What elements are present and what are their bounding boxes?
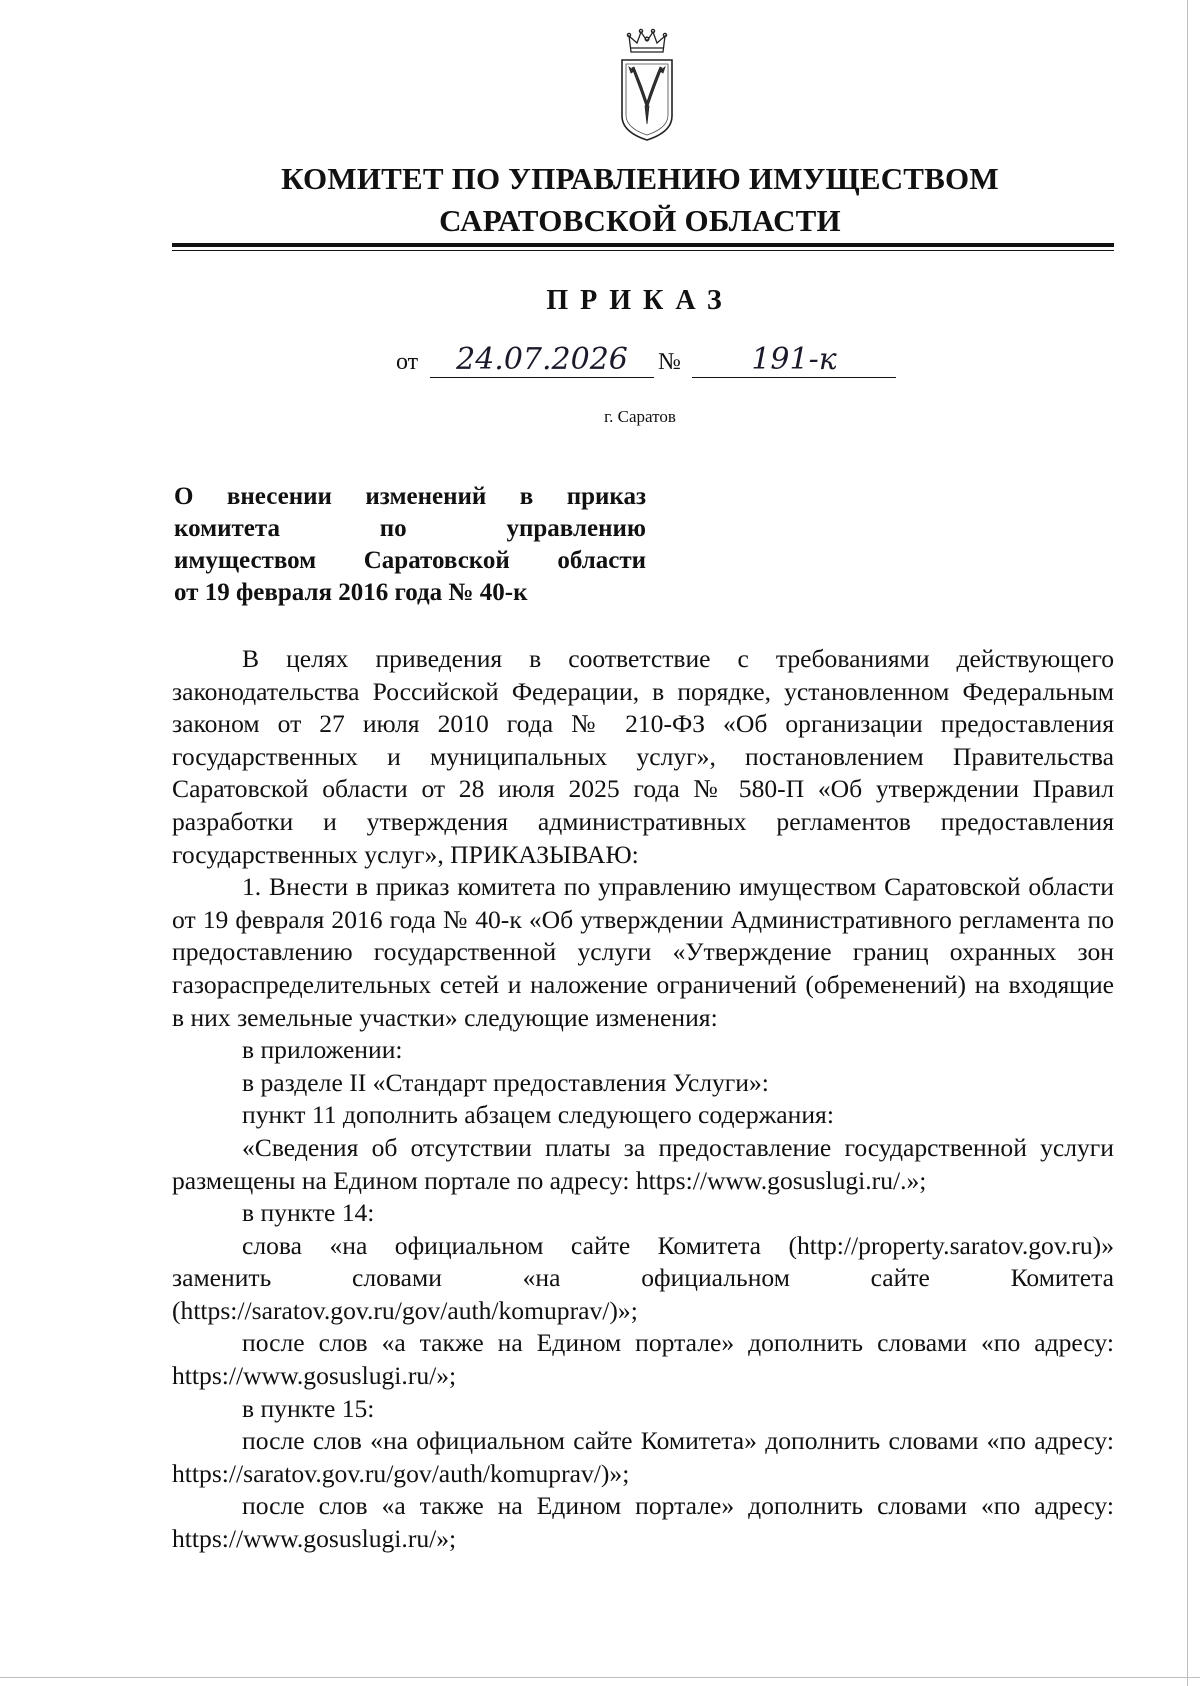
saratov-coat-of-arms-icon — [612, 28, 682, 146]
organization-name-line: САРАТОВСКОЙ ОБЛАСТИ — [439, 203, 841, 238]
body-paragraph: «Сведения об отсутствии платы за предоставление государственной услуги размещены на Едином портале по адресу: https://www.gosuslugi.ru/.»; — [172, 1132, 1114, 1195]
body-paragraph: пункт 11 дополнить абзацем следующего содержания: — [242, 1100, 834, 1130]
body-paragraph: после слов «а также на Едином портале» дополнить словами «по адресу: https://www.gosuslugi.ru/»; — [172, 1491, 1114, 1554]
body-paragraph: в разделе II «Стандарт предоставления Услуги»: — [242, 1067, 769, 1097]
subject-line: от 19 февраля 2016 года № 40-к — [174, 579, 528, 606]
page-edge-line — [1187, 0, 1188, 1686]
subject-line: имуществом Саратовской области — [174, 547, 646, 574]
order-date-number-line — [396, 340, 916, 380]
page-edge-line — [0, 1677, 1200, 1678]
date-label: от — [396, 349, 419, 375]
body-paragraph: после слов «на официальном сайте Комитета» дополнить словами «по адресу: https://saratov.gov.ru/gov/auth/komuprav/)»; — [172, 1426, 1114, 1488]
order-body — [172, 643, 1114, 1556]
body-paragraph: в пункте 15: — [242, 1393, 375, 1423]
handwritten-order-number: 191-к — [692, 343, 896, 378]
body-paragraph: в приложении: — [242, 1035, 403, 1065]
organization-name-line: КОМИТЕТ ПО УПРАВЛЕНИЮ ИМУЩЕСТВОМ — [281, 161, 999, 196]
body-paragraph: В целях приведения в соответствие с требованиями действующего законодательства Российской Федерации, в порядке, установленном Федеральным законом от 27 июля 2010 года № 210-ФЗ «Об организации предоставления государственных и муниципальных услуг», постановлением Правительства Саратовской области от 28 июля 2025 года № 580-П «Об утверждении Правил разработки и утверждения административных регламентов предоставления государственных услуг», ПРИКАЗЫВАЮ: — [172, 644, 1114, 869]
body-paragraph: 1. Внести в приказ комитета по управлению имуществом Саратовской области от 19 февраля 2016 года № 40-к «Об утверждении Административного регламента по предоставлению государственной услуги «Утверждение границ охранных зон газораспределительных сетей и наложение ограничений (обременений) на входящие в них земельные участки» следующие изменения: — [172, 872, 1114, 1032]
handwritten-date: 24.07.2026 — [430, 343, 654, 378]
city-of-issue: г. Саратов — [604, 407, 676, 426]
body-paragraph: после слов «а также на Едином портале» дополнить словами «по адресу: https://www.gosuslugi.ru/»; — [172, 1328, 1114, 1391]
order-subject — [174, 481, 646, 609]
header-divider — [172, 250, 1114, 251]
header-divider — [172, 243, 1114, 247]
body-paragraph: в пункте 14: — [242, 1198, 375, 1228]
subject-line: комитета по управлению — [174, 515, 646, 542]
organization-name — [160, 158, 1120, 242]
document-type-title: ПРИКАЗ — [546, 285, 734, 316]
number-label: № — [658, 349, 681, 375]
body-paragraph: слова «на официальном сайте Комитета (http://property.saratov.gov.ru)» заменить словами «на официальном сайте Комитета (https://saratov.gov.ru/gov/auth/komuprav/)»; — [172, 1230, 1114, 1325]
subject-line: О внесении изменений в приказ — [174, 483, 646, 510]
